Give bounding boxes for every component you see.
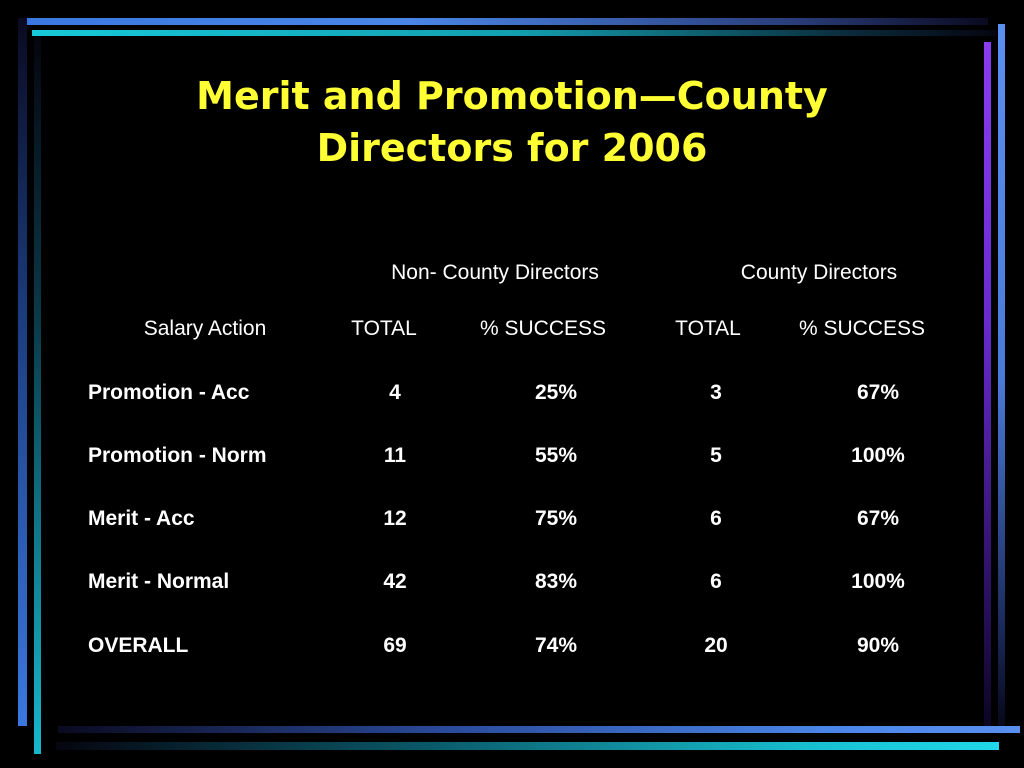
cell-c-total: 6 [710, 507, 722, 530]
cell-c-total: 6 [710, 570, 722, 593]
cell-c-total: 3 [710, 381, 722, 404]
cell-nc-success: 74% [534, 634, 578, 657]
cell-c-success: 100% [851, 444, 905, 467]
column-header-c-success: % SUCCESS [798, 317, 926, 340]
cell-c-total: 5 [710, 444, 722, 467]
decorative-line-right-inner [984, 42, 991, 732]
decorative-line-left-outer [18, 18, 27, 726]
cell-nc-success: 55% [534, 444, 578, 467]
cell-c-success: 90% [856, 634, 900, 657]
slide-title-line-2: Directors for 2006 [316, 126, 708, 170]
decorative-line-top-outer [18, 18, 988, 25]
column-header-salary-action: Salary Action [143, 317, 267, 340]
row-label: Promotion - Acc [88, 381, 250, 404]
cell-nc-total: 69 [383, 634, 407, 657]
decorative-line-bottom-inner [58, 726, 1020, 733]
row-label: OVERALL [88, 634, 189, 657]
slide-title [80, 70, 944, 174]
row-label: Merit - Acc [88, 507, 195, 530]
cell-c-total: 20 [704, 634, 728, 657]
column-header-c-total: TOTAL [675, 317, 741, 340]
group-header-county: County Directors [740, 261, 898, 284]
decorative-line-bottom-outer [56, 742, 999, 750]
cell-nc-total: 12 [383, 507, 407, 530]
cell-nc-total: 42 [383, 570, 407, 593]
cell-nc-success: 75% [534, 507, 578, 530]
decorative-line-right-outer [998, 24, 1005, 734]
decorative-line-top-inner [32, 30, 997, 36]
cell-c-success: 67% [856, 507, 900, 530]
cell-nc-total: 11 [383, 444, 407, 467]
column-header-nc-success: % SUCCESS [479, 317, 607, 340]
cell-nc-success: 83% [534, 570, 578, 593]
cell-c-success: 67% [856, 381, 900, 404]
column-header-nc-total: TOTAL [351, 317, 417, 340]
cell-c-success: 100% [851, 570, 905, 593]
group-header-non-county: Non- County Directors [391, 261, 599, 284]
cell-nc-total: 4 [389, 381, 401, 404]
row-label: Promotion - Norm [88, 444, 267, 467]
cell-nc-success: 25% [534, 381, 578, 404]
row-label: Merit - Normal [88, 570, 230, 593]
slide-title-line-1: Merit and Promotion—County [196, 74, 828, 118]
decorative-line-left-inner [34, 36, 41, 754]
